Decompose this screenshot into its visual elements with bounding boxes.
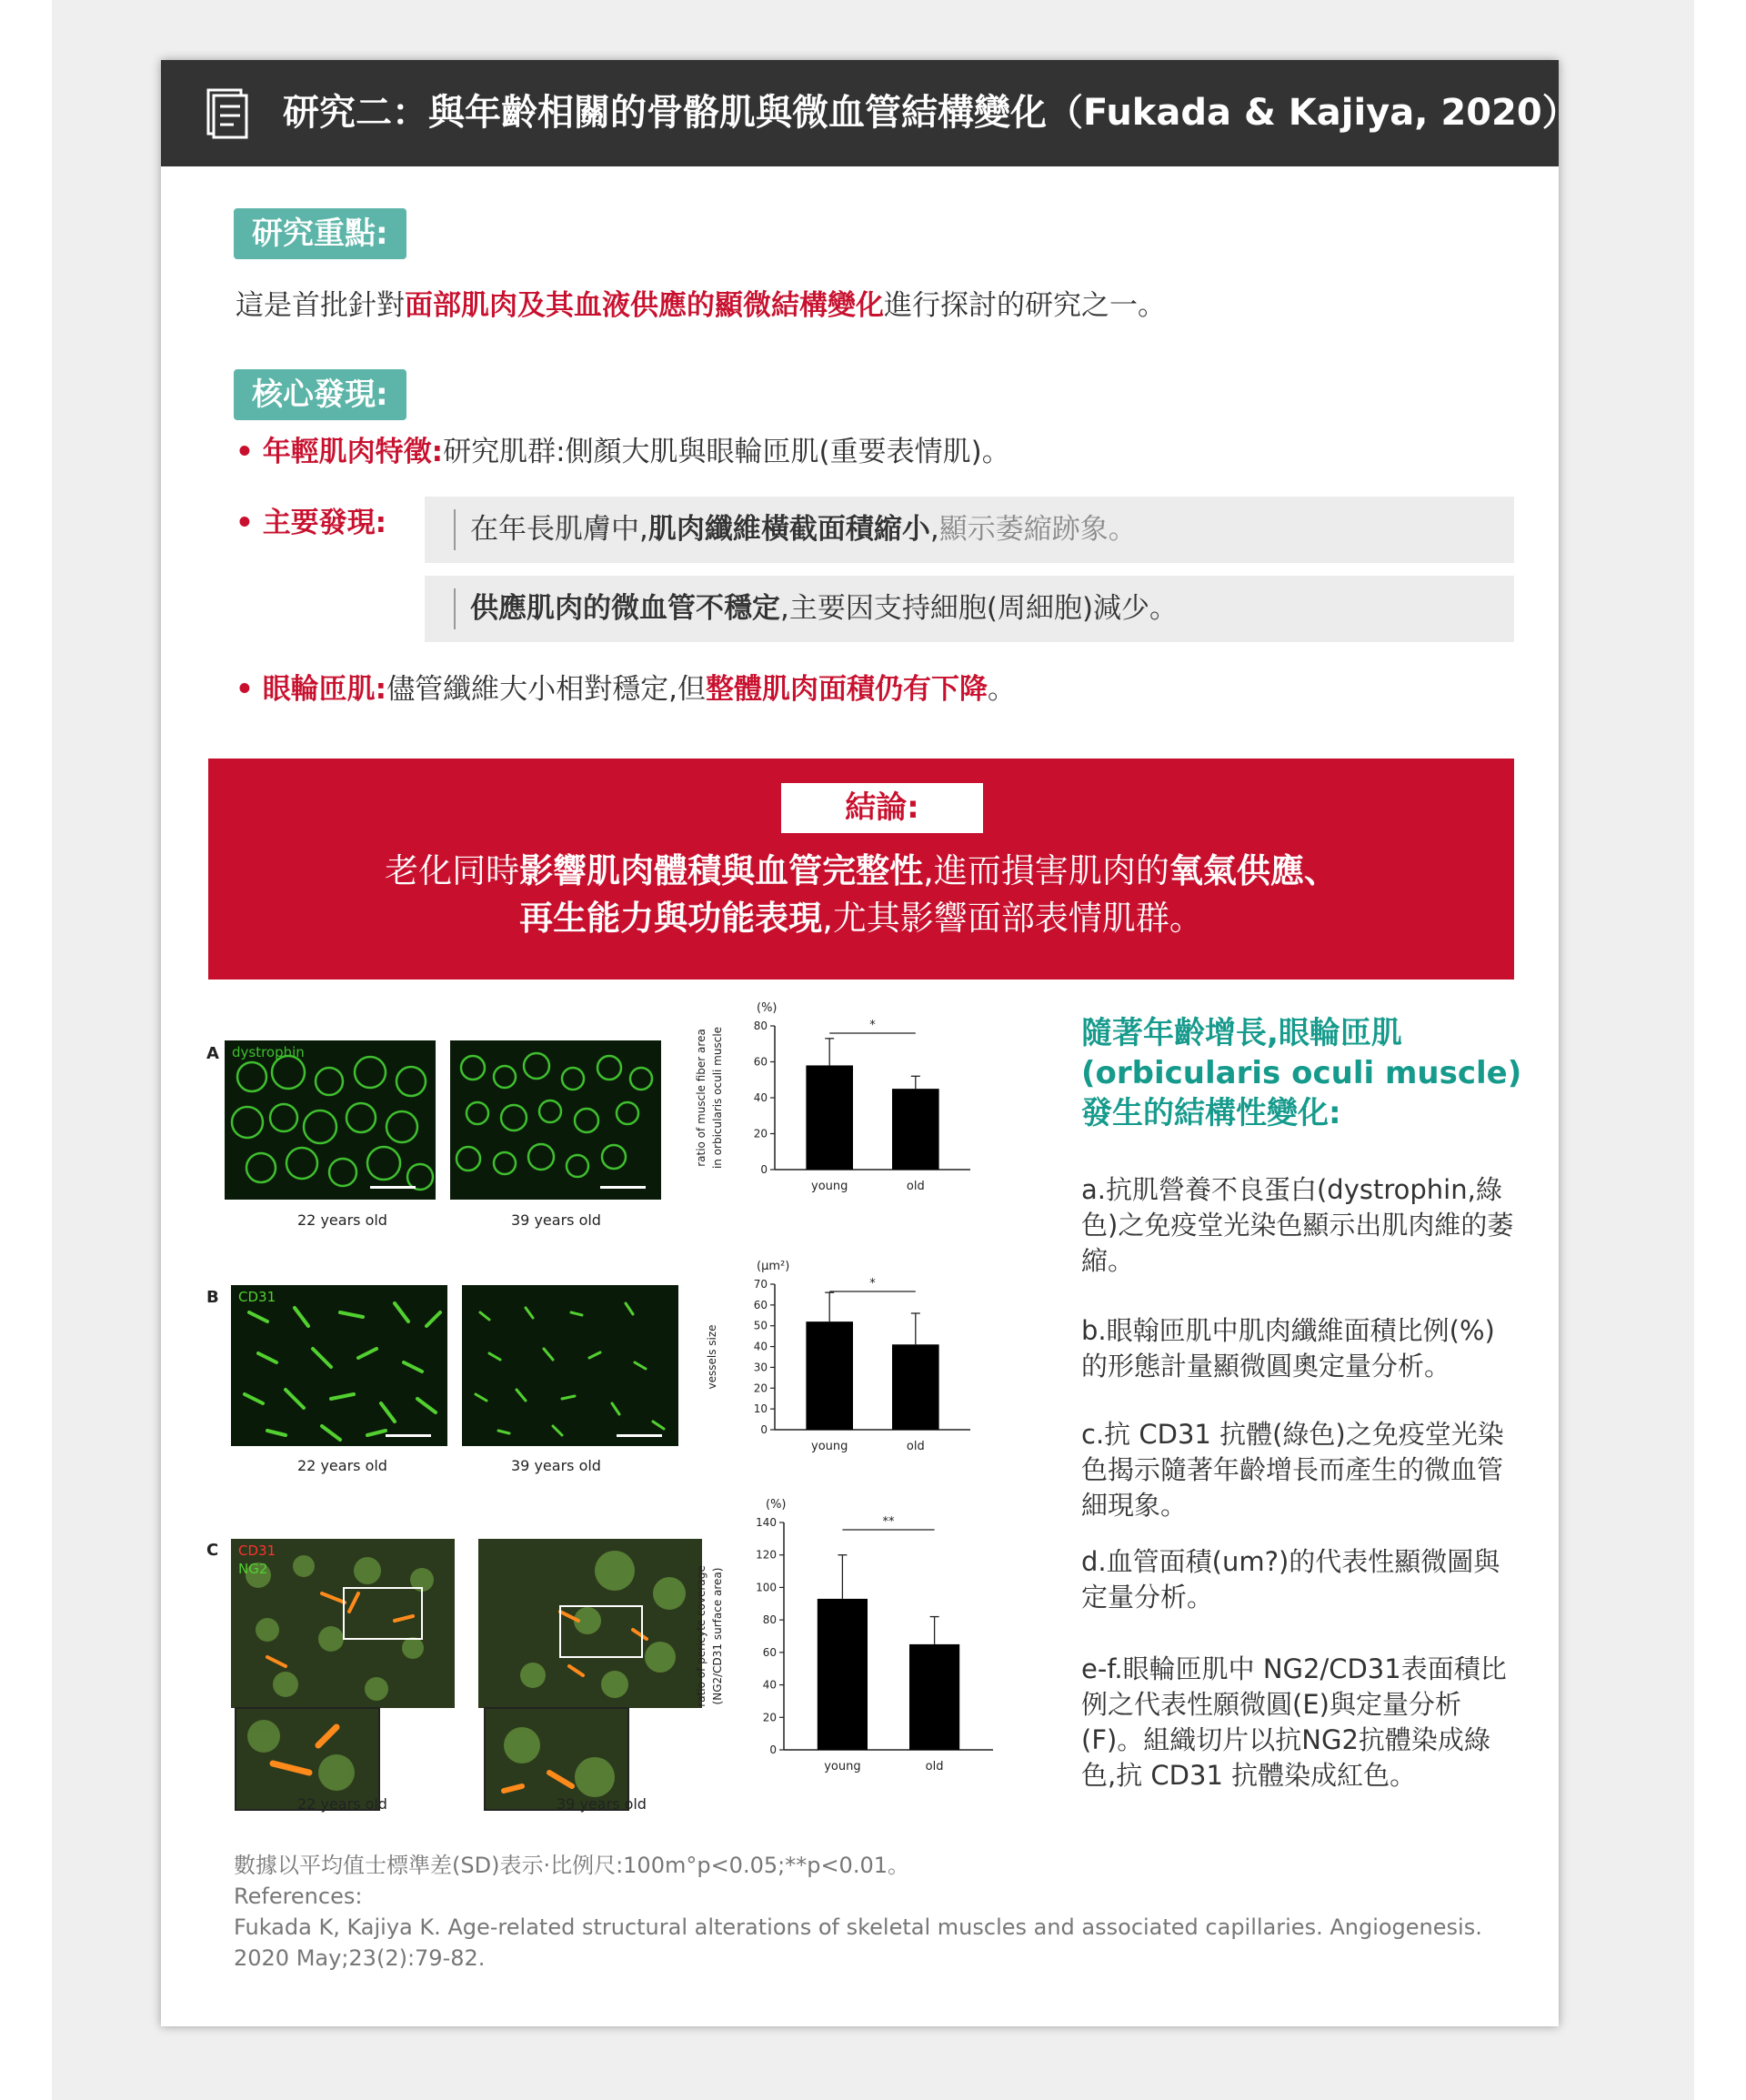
bar-chart-pericyte-coverage <box>688 1495 1007 1786</box>
bullet-young-label: 年輕肌肉特徵: <box>262 436 444 468</box>
micrograph-a-young <box>225 1040 436 1200</box>
footer-ref-label: References: <box>234 1884 363 1909</box>
chart-tick-label: 80 <box>753 1020 768 1032</box>
right-heading-2: (orbicularis oculi muscle) <box>1081 1055 1522 1091</box>
bullet-oculi-label: 眼輪匝肌: <box>262 673 387 706</box>
chart-tick-label: 60 <box>762 1645 777 1659</box>
quote-bar <box>454 588 456 629</box>
item1-comma: , <box>929 513 939 546</box>
item1-emphasis: 肌肉纖維橫截面積縮小 <box>647 513 930 546</box>
chart-tick-label: 20 <box>753 1382 768 1395</box>
card-header <box>161 60 1579 166</box>
finding-item-1 <box>425 497 1514 563</box>
caption-b-young: 22 years old <box>297 1457 387 1474</box>
ng2-cd31-pattern-old <box>478 1539 702 1708</box>
finding-bullet-young <box>236 432 1010 472</box>
chart-tick-label: 40 <box>753 1091 768 1104</box>
caption-a-young: 22 years old <box>297 1211 387 1229</box>
micrograph-c-old <box>478 1539 702 1708</box>
chart-bar <box>806 1321 853 1430</box>
right-desc-ef: e-f.眼輪匝肌中 NG2/CD31表面積比例之代表性願微圓(E)與定量分析(F)。組織切片以抗NG2抗體染成綠色,抗 CD31 抗體染成紅色。 <box>1081 1653 1507 1791</box>
chart-significance-label: * <box>869 1019 876 1032</box>
bar-chart-fiber-area <box>688 1000 988 1210</box>
focus-text-emphasis: 面部肌肉及其血液供應的顯微結構變化 <box>405 289 884 322</box>
chart-tick-label: 40 <box>762 1678 777 1692</box>
footer-ref-1: Fukada K, Kajiya K. Age-related structural alterations of skeletal muscles and associated capillaries. Angiogenesis. <box>234 1914 1482 1940</box>
bullet-oculi-emphasis: 整體肌肉面積仍有下降 <box>705 673 988 706</box>
concl-l1-c: ,進而損害肌肉的 <box>923 851 1169 890</box>
right-desc-d: d.血管面積(um?)的代表性顯微圖與定量分析。 <box>1081 1546 1500 1613</box>
chart-tick-label: 60 <box>753 1298 768 1311</box>
chart-tick-label: 40 <box>753 1340 768 1353</box>
chart-tick-label: 0 <box>760 1423 768 1436</box>
item2-post: ,主要因支持細胞(周細胞)減少。 <box>780 592 1179 625</box>
scale-bar <box>370 1186 416 1189</box>
item2-emphasis: 供應肌肉的微血管不穩定 <box>470 592 780 625</box>
scale-bar <box>386 1434 431 1437</box>
page-title: 研究二：與年齡相關的骨骼肌與微血管結構變化（Fukada & Kajiya, 2020） <box>283 92 1579 134</box>
finding-item-2-text <box>470 588 1178 629</box>
bar-chart-vessel-size <box>688 1255 988 1464</box>
chart-tick-label: 0 <box>769 1743 777 1756</box>
chart-category-label: young <box>811 1440 848 1453</box>
chart-category-label: young <box>824 1760 861 1773</box>
panel-c-label: C <box>206 1541 219 1560</box>
finding-item-2 <box>425 576 1514 642</box>
chart-bar <box>892 1089 939 1170</box>
scale-bar <box>600 1186 646 1189</box>
stain-label: CD31 <box>238 1289 276 1305</box>
focus-text <box>236 286 1166 326</box>
right-desc-c: c.抗 CD31 抗體(綠色)之免疫堂光染色揭示隨著年齡增長而產生的微血管細現象。 <box>1081 1419 1504 1521</box>
footer-ref-2: 2020 May;23(2):79-82. <box>234 1945 486 1971</box>
chart-y-label: vessels size <box>706 1324 718 1390</box>
quote-bar <box>454 509 456 550</box>
right-heading-3: 發生的結構性變化: <box>1081 1095 1341 1131</box>
caption-c-old: 39 years old <box>557 1795 647 1813</box>
chart-bar <box>818 1599 868 1750</box>
focus-text-post: 進行探討的研究之一。 <box>884 289 1166 322</box>
chart-category-label: young <box>811 1180 848 1193</box>
right-heading-1: 隨著年齡增長,眼輪匝肌 <box>1081 1015 1402 1051</box>
right-heading <box>1081 1013 1521 1133</box>
micrograph-c-young <box>231 1539 455 1708</box>
finding-bullet-oculi <box>236 669 1016 709</box>
conclusion-line-2 <box>208 895 1514 942</box>
right-desc-b: b.眼翰匝肌中肌肉纖維面積比例(%)的形態計量顯微圓奧定量分析。 <box>1081 1315 1495 1382</box>
micrograph-b-young <box>231 1285 447 1446</box>
bullet-young-text: 研究肌群:側顏大肌與眼輪匝肌(重要表情肌)。 <box>443 436 1010 468</box>
chart-y-label-2: in orbicularis oculi muscle <box>711 1026 724 1170</box>
cd31-pattern-old <box>462 1285 678 1446</box>
chart-tick-label: 50 <box>753 1319 768 1332</box>
conclusion-label: 結論: <box>781 783 983 833</box>
caption-c-young: 22 years old <box>297 1795 387 1813</box>
chart-tick-label: 20 <box>762 1711 777 1724</box>
panel-b-label: B <box>206 1288 219 1307</box>
bullet-dot: • <box>236 436 254 468</box>
document-icon <box>206 88 248 139</box>
chart-tick-label: 10 <box>753 1402 768 1416</box>
findings-tag: 核心發現: <box>234 369 406 420</box>
chart-unit-label: (%) <box>766 1498 787 1512</box>
bullet-dot: • <box>236 507 254 539</box>
chart-bar <box>892 1344 939 1430</box>
chart-category-label: old <box>906 1180 925 1193</box>
chart-tick-label: 70 <box>753 1278 768 1291</box>
chart-tick-label: 30 <box>753 1361 768 1374</box>
footer-note: 數據以平均值士標準差(SD)表示·比例尺:100m°p<0.05;**p<0.01。 <box>234 1853 909 1878</box>
item1-pre: 在年長肌膚中, <box>470 513 648 546</box>
chart-bar <box>806 1065 853 1170</box>
chart-tick-label: 120 <box>756 1548 777 1562</box>
chart-bar <box>909 1644 959 1750</box>
concl-l1-a: 老化同時 <box>385 851 520 890</box>
chart-tick-label: 140 <box>756 1516 777 1529</box>
conclusion-line-1 <box>208 848 1514 895</box>
chart-significance-label: ** <box>882 1515 895 1529</box>
chart-category-label: old <box>925 1760 944 1773</box>
bullet-oculi-end: 。 <box>987 673 1016 706</box>
item1-post: 顯示萎縮跡象。 <box>938 513 1137 546</box>
concl-l1-d: 氧氣供應、 <box>1169 851 1338 890</box>
chart-unit-label: (%) <box>757 1001 778 1015</box>
chart-tick-label: 20 <box>753 1127 768 1140</box>
dystrophin-pattern-old <box>450 1040 661 1200</box>
concl-l2-b: ,尤其影響面部表情肌群。 <box>822 899 1203 938</box>
stain-label-green: NG2 <box>238 1561 268 1577</box>
study-card <box>161 60 1579 2026</box>
chart-unit-label: (μm²) <box>757 1260 790 1273</box>
finding-bullet-main <box>236 503 386 543</box>
chart-category-label: old <box>906 1440 925 1453</box>
panel-a-label: A <box>206 1044 219 1063</box>
chart-significance-label: * <box>869 1277 876 1291</box>
focus-text-pre: 這是首批針對 <box>236 289 405 322</box>
cd31-pattern-young <box>231 1285 447 1446</box>
bullet-main-label: 主要發現: <box>262 507 387 539</box>
caption-a-old: 39 years old <box>511 1211 601 1229</box>
concl-l1-b: 影響肌肉體積與血管完整性 <box>519 851 924 890</box>
focus-tag: 研究重點: <box>234 208 406 259</box>
stain-label-red: CD31 <box>238 1542 276 1559</box>
chart-tick-label: 80 <box>762 1613 777 1627</box>
bullet-dot: • <box>236 673 254 706</box>
chart-tick-label: 0 <box>760 1163 768 1176</box>
chart-tick-label: 100 <box>756 1581 777 1594</box>
chart-y-label: ratio of muscle fiber area <box>695 1029 707 1167</box>
zoom-pattern-young <box>236 1709 378 1809</box>
chart-y-label: ratio of pericyte coverage <box>695 1565 707 1707</box>
right-desc-a: a.抗肌營養不良蛋白(dystrophin,綠色)之免疫堂光染色顯示出肌肉維的萎縮。 <box>1081 1174 1514 1276</box>
bullet-oculi-text: 儘管纖維大小相對穩定,但 <box>386 673 706 706</box>
conclusion-banner <box>208 759 1514 980</box>
scale-bar <box>617 1434 662 1437</box>
dystrophin-pattern-young <box>225 1040 436 1200</box>
stain-label: dystrophin <box>232 1044 305 1060</box>
micrograph-a-old <box>450 1040 661 1200</box>
chart-y-label-2: (NG2/CD31 surface area) <box>711 1567 724 1705</box>
caption-b-old: 39 years old <box>511 1457 601 1474</box>
zoom-pattern-old <box>486 1709 627 1809</box>
chart-tick-label: 60 <box>753 1055 768 1069</box>
finding-item-1-text <box>470 509 1137 550</box>
micrograph-b-old <box>462 1285 678 1446</box>
concl-l2-a: 再生能力與功能表現 <box>519 899 823 938</box>
